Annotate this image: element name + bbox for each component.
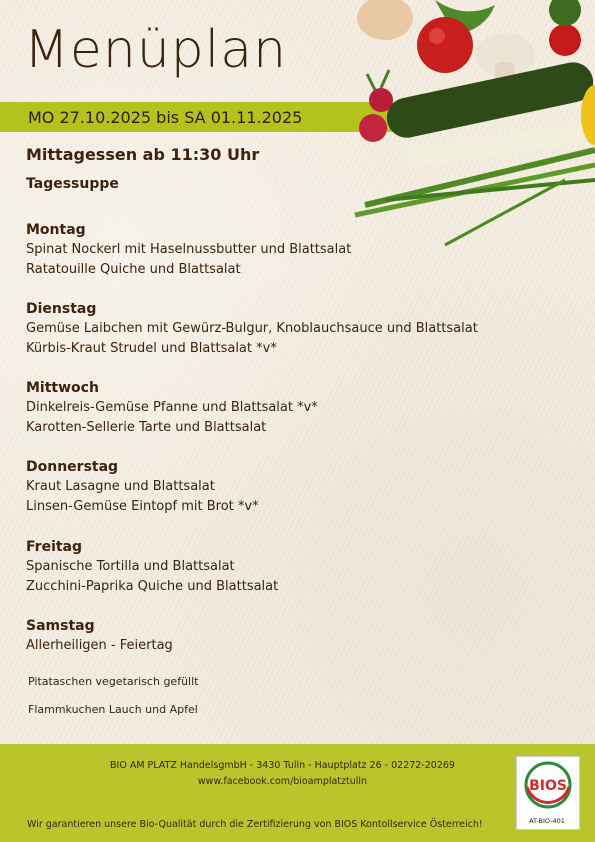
quality-guarantee: Wir garantieren unsere Bio-Qualität durch die Zertifizierung von BIOS Kontollservice Österreich! <box>27 819 483 830</box>
onion-icon <box>357 0 413 40</box>
day-section-donnerstag <box>26 458 566 516</box>
dish-item: Gemüse Laibchen mit Gewürz-Bulgur, Knoblauchsauce und Blattsalat <box>26 321 478 336</box>
day-section-dienstag <box>26 300 566 358</box>
day-section-montag <box>26 221 566 279</box>
vegetables-illustration <box>345 0 595 250</box>
day-name: Donnerstag <box>26 459 119 475</box>
lunch-heading: Mittagessen ab 11:30 Uhr <box>26 145 260 164</box>
day-name: Samstag <box>26 618 95 634</box>
dish-item: Spanische Tortilla und Blattsalat <box>26 559 235 574</box>
dish-item: Ratatouille Quiche und Blattsalat <box>26 261 241 277</box>
day-name: Mittwoch <box>26 380 99 396</box>
dish-item: Karotten-Sellerie Tarte und Blattsalat <box>26 419 267 435</box>
bios-code: AT-BIO-401 <box>529 817 565 825</box>
svg-text:BIOS: BIOS <box>529 778 567 794</box>
dish-item: Dinkelreis-Gemüse Pfanne und Blattsalat *v* <box>26 400 318 415</box>
broccoli-icon <box>549 0 581 26</box>
extra-item: Pitataschen vegetarisch gefüllt <box>28 675 199 688</box>
day-section-freitag <box>26 538 566 596</box>
dish-item: Kraut Lasagne und Blattsalat <box>26 479 215 494</box>
tomato-icon <box>549 24 581 56</box>
page-title: Menüplan <box>24 20 288 80</box>
soup-heading: Tagessuppe <box>26 176 119 192</box>
dish-item: Spinat Nockerl mit Haselnussbutter und Blattsalat <box>26 242 352 257</box>
day-name: Freitag <box>26 539 83 555</box>
day-name: Dienstag <box>26 301 97 317</box>
day-name: Montag <box>26 222 86 238</box>
dish-item: Zucchini-Paprika Quiche und Blattsalat <box>26 578 279 594</box>
bios-seal-icon <box>517 757 579 817</box>
date-range: MO 27.10.2025 bis SA 01.11.2025 <box>28 108 303 127</box>
day-section-mittwoch <box>26 379 566 437</box>
dish-item: Allerheiligen - Feiertag <box>26 638 173 653</box>
tomato-icon <box>417 17 473 73</box>
dish-item: Kürbis-Kraut Strudel und Blattsalat *v* <box>26 340 277 356</box>
day-section-samstag <box>26 617 566 656</box>
company-address: BIO AM PLATZ HandelsgmbH - 3430 Tulln - Hauptplatz 26 - 02272-20269 <box>110 760 455 771</box>
facebook-link[interactable]: www.facebook.com/bioamplatztulln <box>197 776 368 787</box>
radish-icon <box>359 114 387 142</box>
extra-item: Flammkuchen Lauch und Apfel <box>28 703 198 716</box>
dish-item: Linsen-Gemüse Eintopf mit Brot *v* <box>26 498 259 514</box>
